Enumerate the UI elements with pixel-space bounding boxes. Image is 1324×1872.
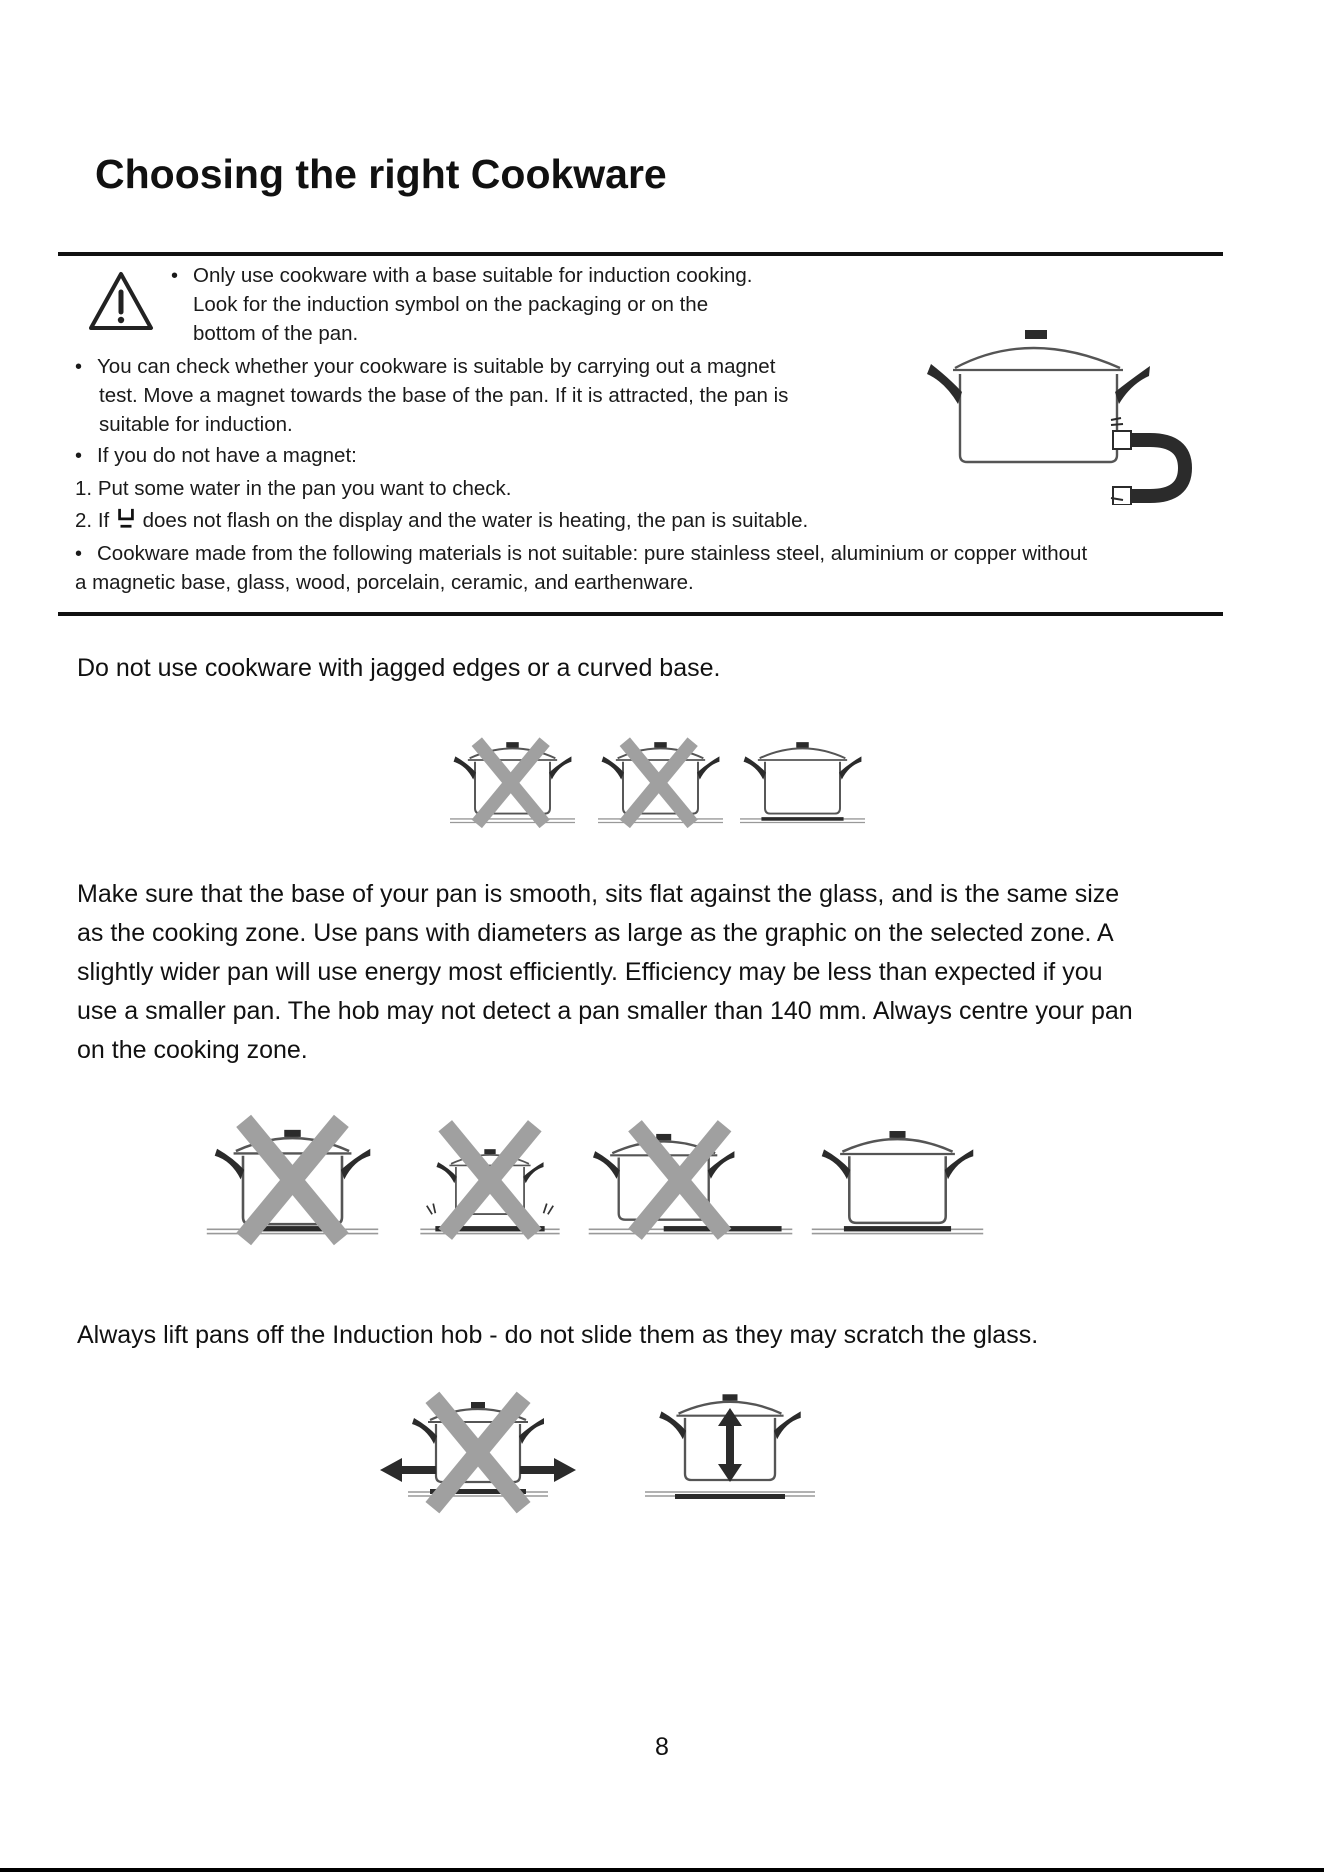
pan-size-text-1: Make sure that the base of your pan is smooth, sits flat against the glass, and is the same size bbox=[77, 880, 1120, 908]
warning-triangle-icon bbox=[87, 270, 155, 334]
induction-symbol-note: Look for the induction symbol on the packaging or on the bbox=[193, 293, 709, 316]
pan-size-text-5: on the cooking zone. bbox=[77, 1036, 308, 1064]
pan-curved-crossed-icon bbox=[598, 730, 723, 840]
magnet-test-text-3: suitable for induction. bbox=[99, 413, 293, 436]
box-bottom-rule bbox=[58, 612, 1223, 616]
lift-pans-text: Always lift pans off the Induction hob - do not slide them as they may scratch the glass. bbox=[77, 1321, 1039, 1349]
step-2-text: does not flash on the display and the water is heating, the pan is suitable. bbox=[142, 509, 809, 532]
pan-size-text-3: slightly wider pan will use energy most efficiently. Efficiency may be less than expected if you bbox=[77, 958, 1103, 986]
pan-lifting-correct-icon bbox=[645, 1380, 815, 1525]
pan-jagged-crossed-icon bbox=[450, 730, 575, 840]
induction-base-note: • Only use cookware with a base suitable for induction cooking. bbox=[171, 261, 753, 291]
step-1-number: 1. bbox=[75, 477, 93, 500]
no-magnet-text: • If you do not have a magnet: bbox=[75, 441, 357, 471]
jagged-edges-text: Do not use cookware with jagged edges or a curved base. bbox=[77, 654, 721, 682]
step-1-text: Put some water in the pan you want to check. bbox=[97, 477, 512, 500]
unsuitable-materials-1: • Cookware made from the following materials is not suitable: pure stainless steel, aluminium or copper without bbox=[75, 539, 1087, 569]
magnet-test-text-1: • You can check whether your cookware is suitable by carrying out a magnet bbox=[75, 352, 775, 382]
magnet-test-text-2: test. Move a magnet towards the base of the pan. If it is attracted, the pan is bbox=[99, 384, 789, 407]
pan-correct-size-icon bbox=[810, 1105, 985, 1255]
pan-off-centre-crossed-icon bbox=[588, 1105, 793, 1255]
step-2 bbox=[75, 506, 808, 535]
page-number: 8 bbox=[655, 1733, 669, 1761]
page-bottom-edge bbox=[0, 1868, 1324, 1872]
pan-zone-mismatch-crossed-icon bbox=[205, 1105, 380, 1255]
induction-bottom-note: bottom of the pan. bbox=[193, 322, 359, 345]
unsuitable-materials-2: a magnetic base, glass, wood, porcelain, ceramic, and earthenware. bbox=[75, 571, 694, 594]
pan-too-small-crossed-icon bbox=[420, 1105, 560, 1255]
step-2-number: 2. bbox=[75, 509, 93, 532]
magnet-test-illustration bbox=[925, 320, 1200, 505]
page-title: Choosing the right Cookware bbox=[95, 151, 667, 197]
step-2-pre: If bbox=[97, 509, 110, 532]
pan-sliding-crossed-icon bbox=[378, 1380, 578, 1525]
pan-size-text-2: as the cooking zone. Use pans with diameters as large as the graphic on the selected zone. A bbox=[77, 919, 1114, 947]
pan-size-text-4: use a smaller pan. The hob may not detect a pan smaller than 140 mm. Always centre your pan bbox=[77, 997, 1133, 1025]
pan-flat-correct-icon bbox=[740, 730, 865, 840]
box-top-rule bbox=[58, 252, 1223, 256]
step-1 bbox=[75, 474, 511, 503]
pan-flash-symbol-icon bbox=[115, 507, 137, 529]
